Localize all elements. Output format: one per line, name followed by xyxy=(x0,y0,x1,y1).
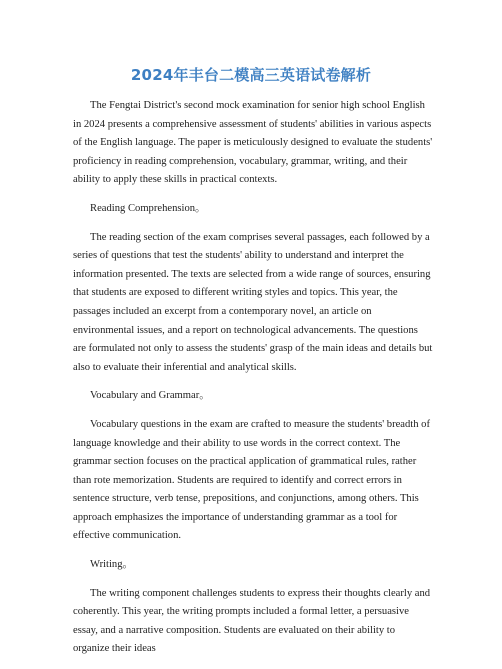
paragraph-writing: The writing component challenges students to express their thoughts clearly and coherently. This year, the writing prompts included a formal letter, a persuasive essay, and a narrative composition. Students are evaluated on their ability to organize their ideas xyxy=(73,587,431,655)
paragraph-intro: The Fengtai District's second mock examination for senior high school English in 2024 presents a comprehensive assessment of students' abilities in various aspects of the English language. The paper is meticulously designed to evaluate the students' proficiency in reading comprehension, vocabulary, grammar, writing, and their ability to apply these skills in practical contexts. xyxy=(73,100,433,186)
paragraph-reading: The reading section of the exam comprises several passages, each followed by a series of questions that test the students' ability to understand and interpret the information presented. The texts are selected from a wide range of sources, ensuring that students are exposed to different writing styles and topics. This year, the passages included an excerpt from a contemporary novel, an article on environmental issues, and a report on technological advancements. The questions are formulated not only to assess the students' grasp of the main ideas and details but also to evaluate their inferential and analytical skills. xyxy=(73,231,433,373)
document-body xyxy=(73,97,433,669)
paragraph-vocabulary-grammar: Vocabulary questions in the exam are crafted to measure the students' breadth of language knowledge and their ability to use words in the correct context. The grammar section focuses on the practical application of grammatical rules, rather than rote memorization. Students are required to identify and correct errors in sentence structure, verb tense, prepositions, and conjunctions, among others. This approach emphasizes the importance of understanding grammar as a tool for effective communication. xyxy=(73,418,431,542)
section-heading-vocabulary-grammar: Vocabulary and Grammar。 xyxy=(90,390,210,402)
section-heading-writing: Writing。 xyxy=(90,559,134,571)
section-heading-reading: Reading Comprehension。 xyxy=(90,202,206,214)
document-title: 2024年丰台二模高三英语试卷解析 xyxy=(130,66,372,84)
